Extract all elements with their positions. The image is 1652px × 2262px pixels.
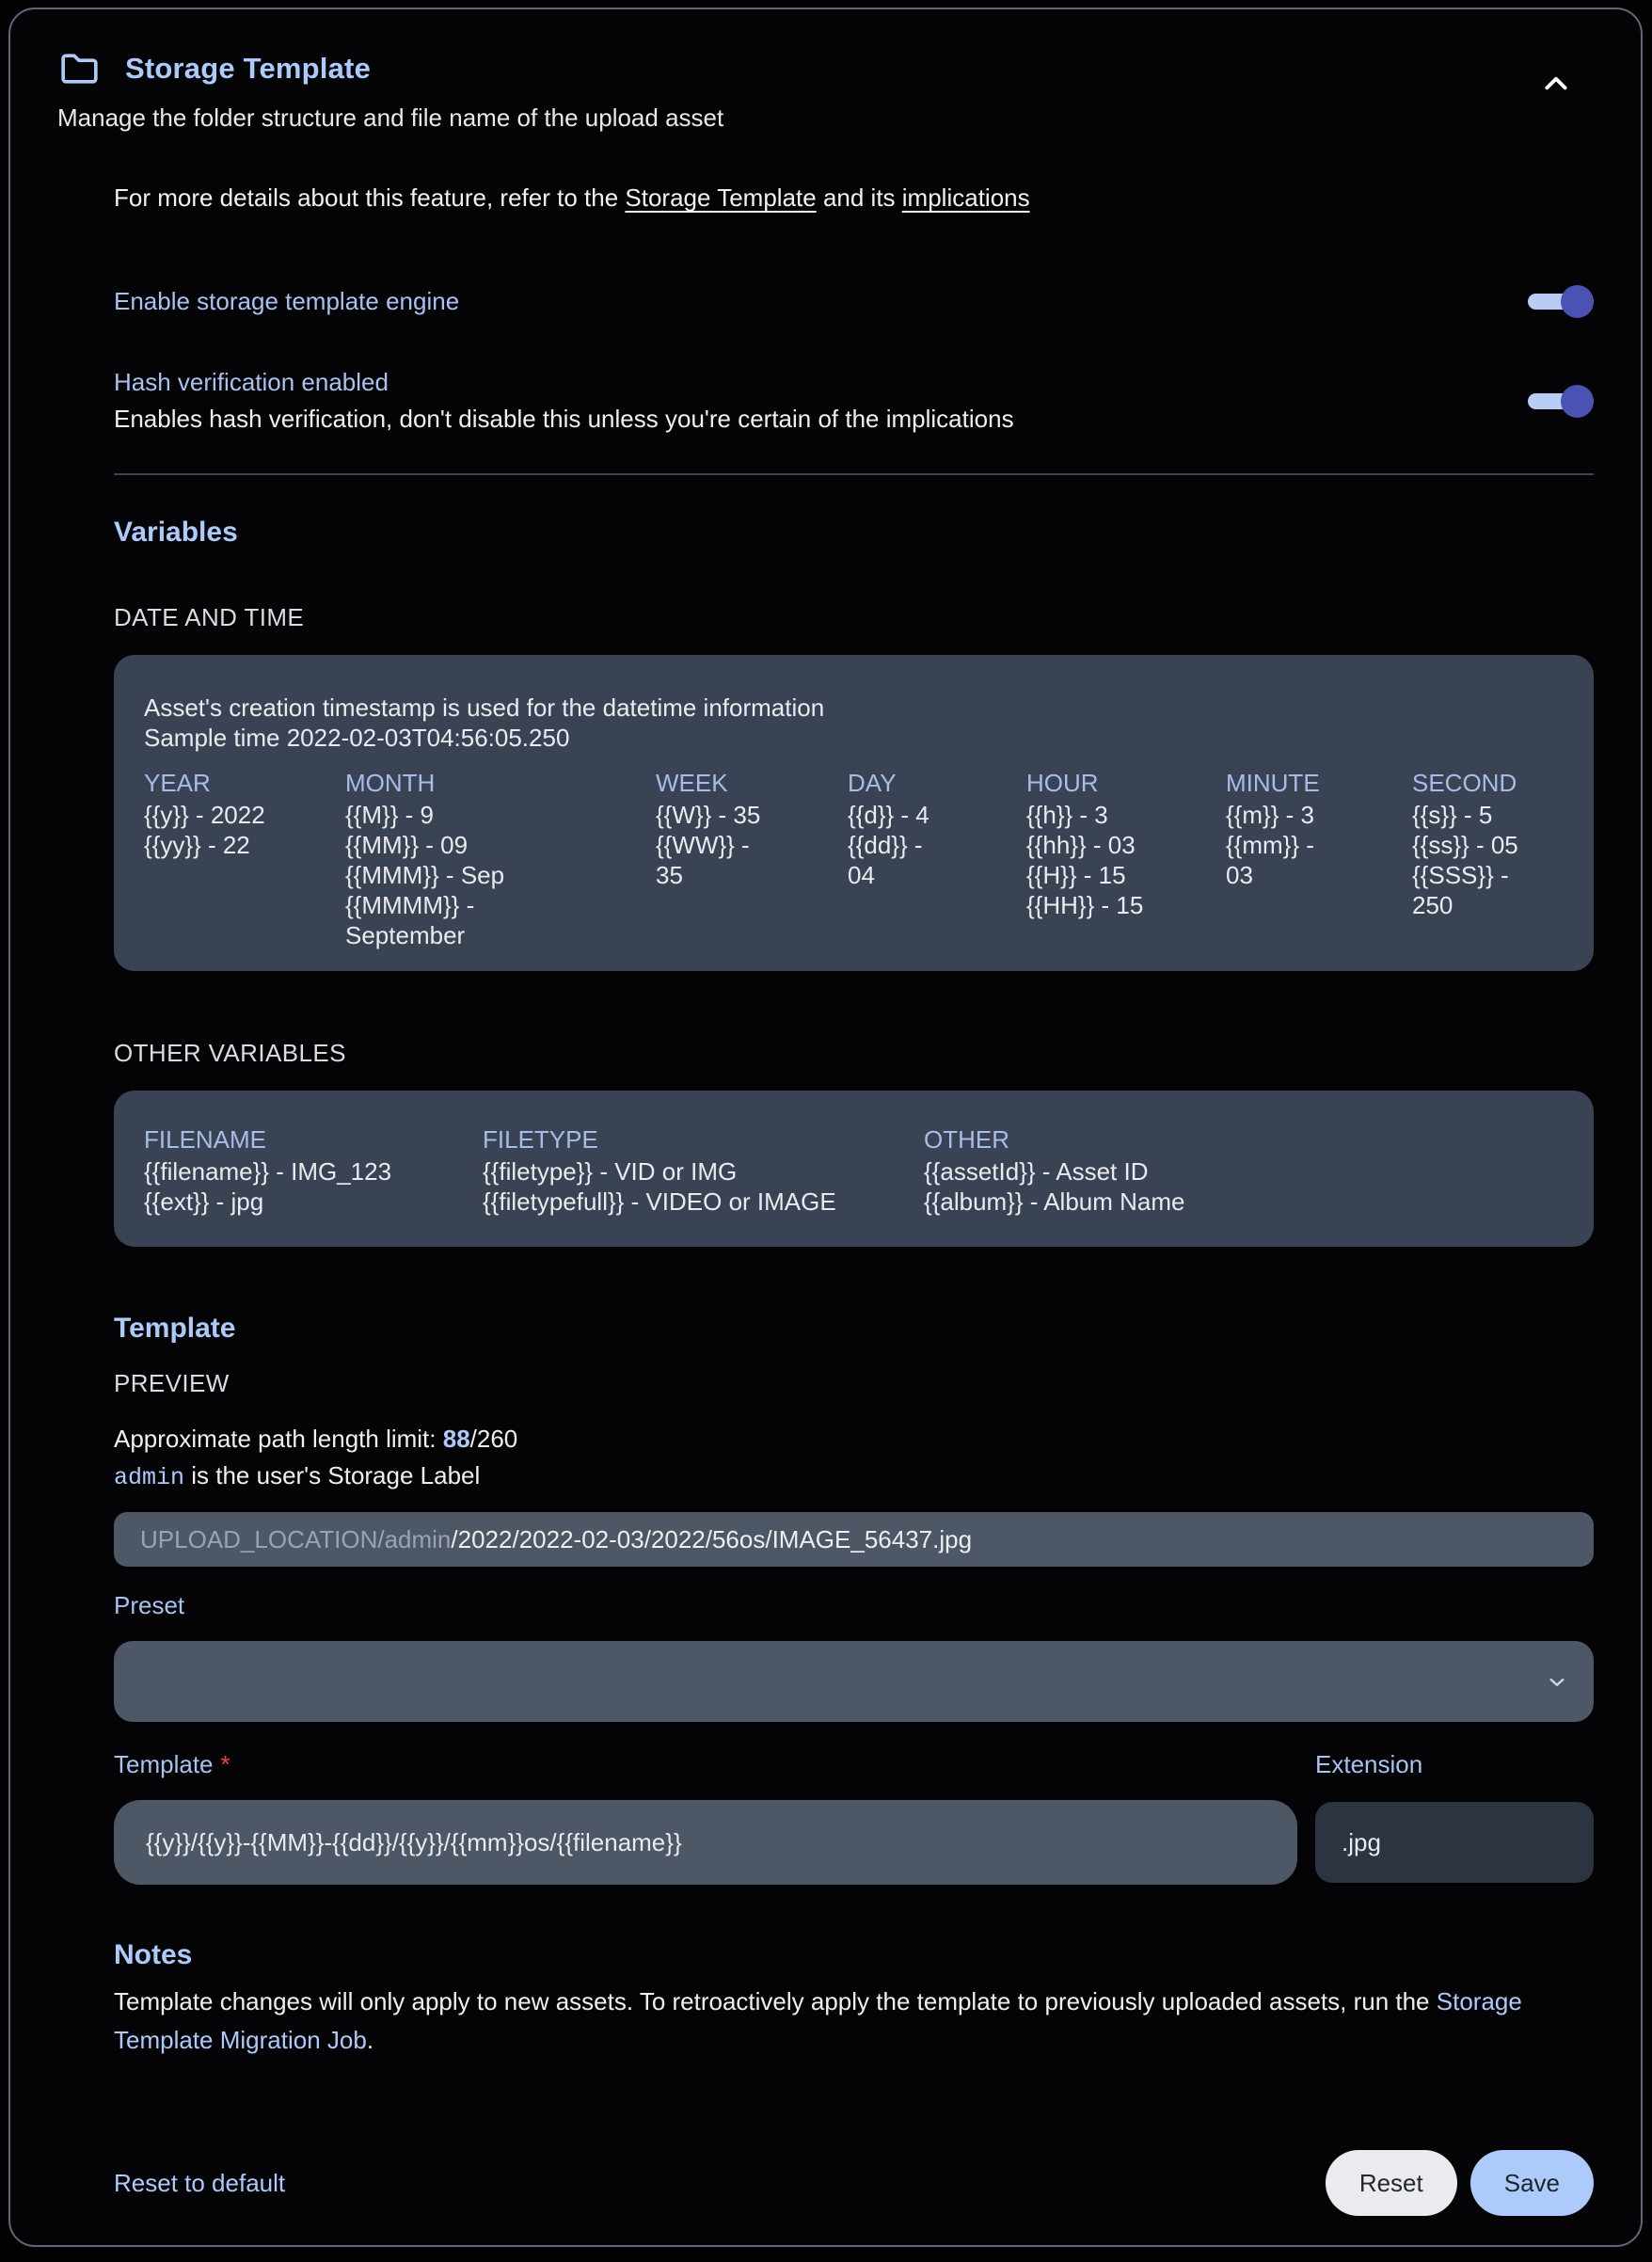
hash-verification-description: Enables hash verification, don't disable this unless you're certain of the implications <box>114 405 1014 433</box>
extension-value: .jpg <box>1342 1827 1381 1856</box>
variable-item: {{m}} - 3 <box>1226 801 1314 829</box>
hash-verification-toggle[interactable] <box>1528 384 1594 419</box>
hash-verification-text <box>114 368 1014 434</box>
variable-item: {{y}} - 2022 <box>144 801 265 829</box>
variable-column <box>345 768 580 950</box>
other-variables-group-label: OTHER VARIABLES <box>114 1039 346 1067</box>
required-asterisk: * <box>220 1750 230 1778</box>
variable-item: {{hh}} - 03 <box>1026 831 1136 859</box>
variable-item: {{h}} - 3 <box>1026 801 1108 829</box>
variable-column-header: FILENAME <box>144 1125 267 1154</box>
chevron-down-icon <box>1543 1667 1571 1696</box>
setting-row-hash-verification <box>114 368 1594 434</box>
preset-select[interactable] <box>114 1641 1594 1722</box>
path-limit-current: 88 <box>442 1425 470 1453</box>
notes-body-after: . <box>366 2026 374 2054</box>
intro-prefix: For more details about this feature, refer to the <box>114 183 626 212</box>
variable-column-header: WEEK <box>656 769 728 797</box>
variable-item: {{assetId}} - Asset ID <box>924 1157 1149 1186</box>
variable-item: {{ss}} - 05 <box>1412 831 1518 859</box>
variable-column-header: YEAR <box>144 769 211 797</box>
intro-middle: and its <box>816 183 902 212</box>
extension-field-label: Extension <box>1315 1750 1423 1778</box>
variable-item: {{ext}} - jpg <box>144 1187 264 1216</box>
datetime-variables-panel <box>114 655 1594 971</box>
section-divider <box>114 473 1594 475</box>
variable-column-header: MONTH <box>345 769 436 797</box>
variable-column-header: OTHER <box>924 1125 1009 1154</box>
hash-verification-label: Hash verification enabled <box>114 368 389 396</box>
extension-field-group <box>1315 1750 1594 1883</box>
variable-item: {{W}} - 35 <box>656 801 761 829</box>
page-subtitle: Manage the folder structure and file name of the upload asset <box>57 104 724 132</box>
toggle-knob <box>1561 385 1594 418</box>
card-body <box>57 183 1594 2216</box>
path-length-limit <box>114 1425 1594 1454</box>
variable-column-header: HOUR <box>1026 769 1099 797</box>
notes-text <box>114 1983 1594 2060</box>
variables-heading: Variables <box>114 517 238 548</box>
variable-item: {{WW}} - 35 <box>656 831 750 889</box>
page-title: Storage Template <box>125 52 372 85</box>
template-heading: Template <box>114 1313 236 1344</box>
path-limit-max: /260 <box>469 1425 518 1453</box>
folder-icon <box>57 47 101 90</box>
notes-heading: Notes <box>114 1939 193 1970</box>
storage-label-value: admin <box>114 1464 185 1491</box>
variable-column <box>924 1124 1567 1217</box>
migration-job-link[interactable]: Storage Template Migration Job <box>114 1987 1522 2054</box>
variable-column-header: DAY <box>848 769 897 797</box>
template-input[interactable] <box>114 1800 1297 1885</box>
footer-actions <box>114 2150 1594 2216</box>
variable-item: {{album}} - Album Name <box>924 1187 1185 1216</box>
storage-label-suffix: is the user's Storage Label <box>184 1461 481 1489</box>
storage-template-docs-link[interactable]: Storage Template <box>625 183 817 212</box>
button-group <box>1326 2150 1594 2216</box>
template-field-label-text: Template <box>114 1750 214 1778</box>
variable-item: {{s}} - 5 <box>1412 801 1493 829</box>
variable-item: {{filetypefull}} - VIDEO or IMAGE <box>483 1187 836 1216</box>
path-preview-rest: /2022/2022-02-03/2022/56os/IMAGE_56437.jpg <box>451 1524 973 1553</box>
datetime-variable-columns <box>144 768 1567 950</box>
variable-column-header: FILETYPE <box>483 1125 598 1154</box>
variable-item: {{M}} - 9 <box>345 801 434 829</box>
variable-column-header: MINUTE <box>1226 769 1320 797</box>
other-variables-panel <box>114 1091 1594 1247</box>
preset-label: Preset <box>114 1591 185 1619</box>
variable-column <box>1226 768 1337 890</box>
reset-to-default-link[interactable]: Reset to default <box>114 2168 286 2197</box>
variable-column <box>144 1124 407 1217</box>
chevron-up-icon <box>1536 64 1576 104</box>
enable-engine-toggle[interactable] <box>1528 284 1594 319</box>
template-field-group <box>114 1750 1297 1885</box>
datetime-group-label: DATE AND TIME <box>114 603 305 631</box>
variable-item: {{mm}} - 03 <box>1226 831 1314 889</box>
variable-item: {{MM}} - 09 <box>345 831 469 859</box>
template-field-label <box>114 1750 1297 1779</box>
setting-row-enable-engine <box>114 284 1594 319</box>
variable-item: {{SSS}} - 250 <box>1412 861 1509 919</box>
card-header <box>57 47 1594 90</box>
save-button[interactable]: Save <box>1470 2150 1594 2216</box>
extension-value-box <box>1315 1802 1594 1883</box>
variable-column-header: SECOND <box>1412 769 1517 797</box>
variable-column <box>1412 768 1539 920</box>
variable-column <box>144 768 270 860</box>
reset-button[interactable]: Reset <box>1326 2150 1457 2216</box>
implications-docs-link[interactable]: implications <box>901 183 1030 212</box>
intro-text <box>114 183 1594 213</box>
variable-column <box>483 1124 849 1217</box>
notes-body-before: Template changes will only apply to new assets. To retroactively apply the template to previously uploaded assets, run the <box>114 1987 1437 2015</box>
path-preview-prefix: UPLOAD_LOCATION/admin <box>140 1524 452 1553</box>
variable-column <box>656 768 772 890</box>
variable-item: {{H}} - 15 <box>1026 861 1126 889</box>
variable-column <box>1026 768 1151 920</box>
enable-engine-label: Enable storage template engine <box>114 287 460 315</box>
variable-item: {{filename}} - IMG_123 <box>144 1157 392 1186</box>
path-preview-bar <box>114 1512 1594 1567</box>
other-variable-columns <box>144 1124 1567 1217</box>
template-extension-row <box>114 1750 1594 1885</box>
variable-item: {{dd}} - 04 <box>848 831 923 889</box>
variable-item: {{d}} - 4 <box>848 801 929 829</box>
preview-label: PREVIEW <box>114 1369 230 1397</box>
variable-item: {{MMM}} - Sep <box>345 861 505 889</box>
datetime-note-2: Sample time 2022-02-03T04:56:05.250 <box>144 724 570 752</box>
datetime-note-1: Asset's creation timestamp is used for the datetime information <box>144 693 825 722</box>
storage-template-card <box>8 8 1643 2247</box>
variable-item: {{HH}} - 15 <box>1026 891 1144 919</box>
path-limit-prefix: Approximate path length limit: <box>114 1425 443 1453</box>
variable-item: {{filetype}} - VID or IMG <box>483 1157 738 1186</box>
toggle-knob <box>1561 285 1594 318</box>
collapse-button[interactable] <box>1533 62 1579 107</box>
variable-item: {{MMMM}} - September <box>345 891 475 949</box>
variable-item: {{yy}} - 22 <box>144 831 250 859</box>
variable-column <box>848 768 951 890</box>
storage-label-line <box>114 1461 1594 1491</box>
